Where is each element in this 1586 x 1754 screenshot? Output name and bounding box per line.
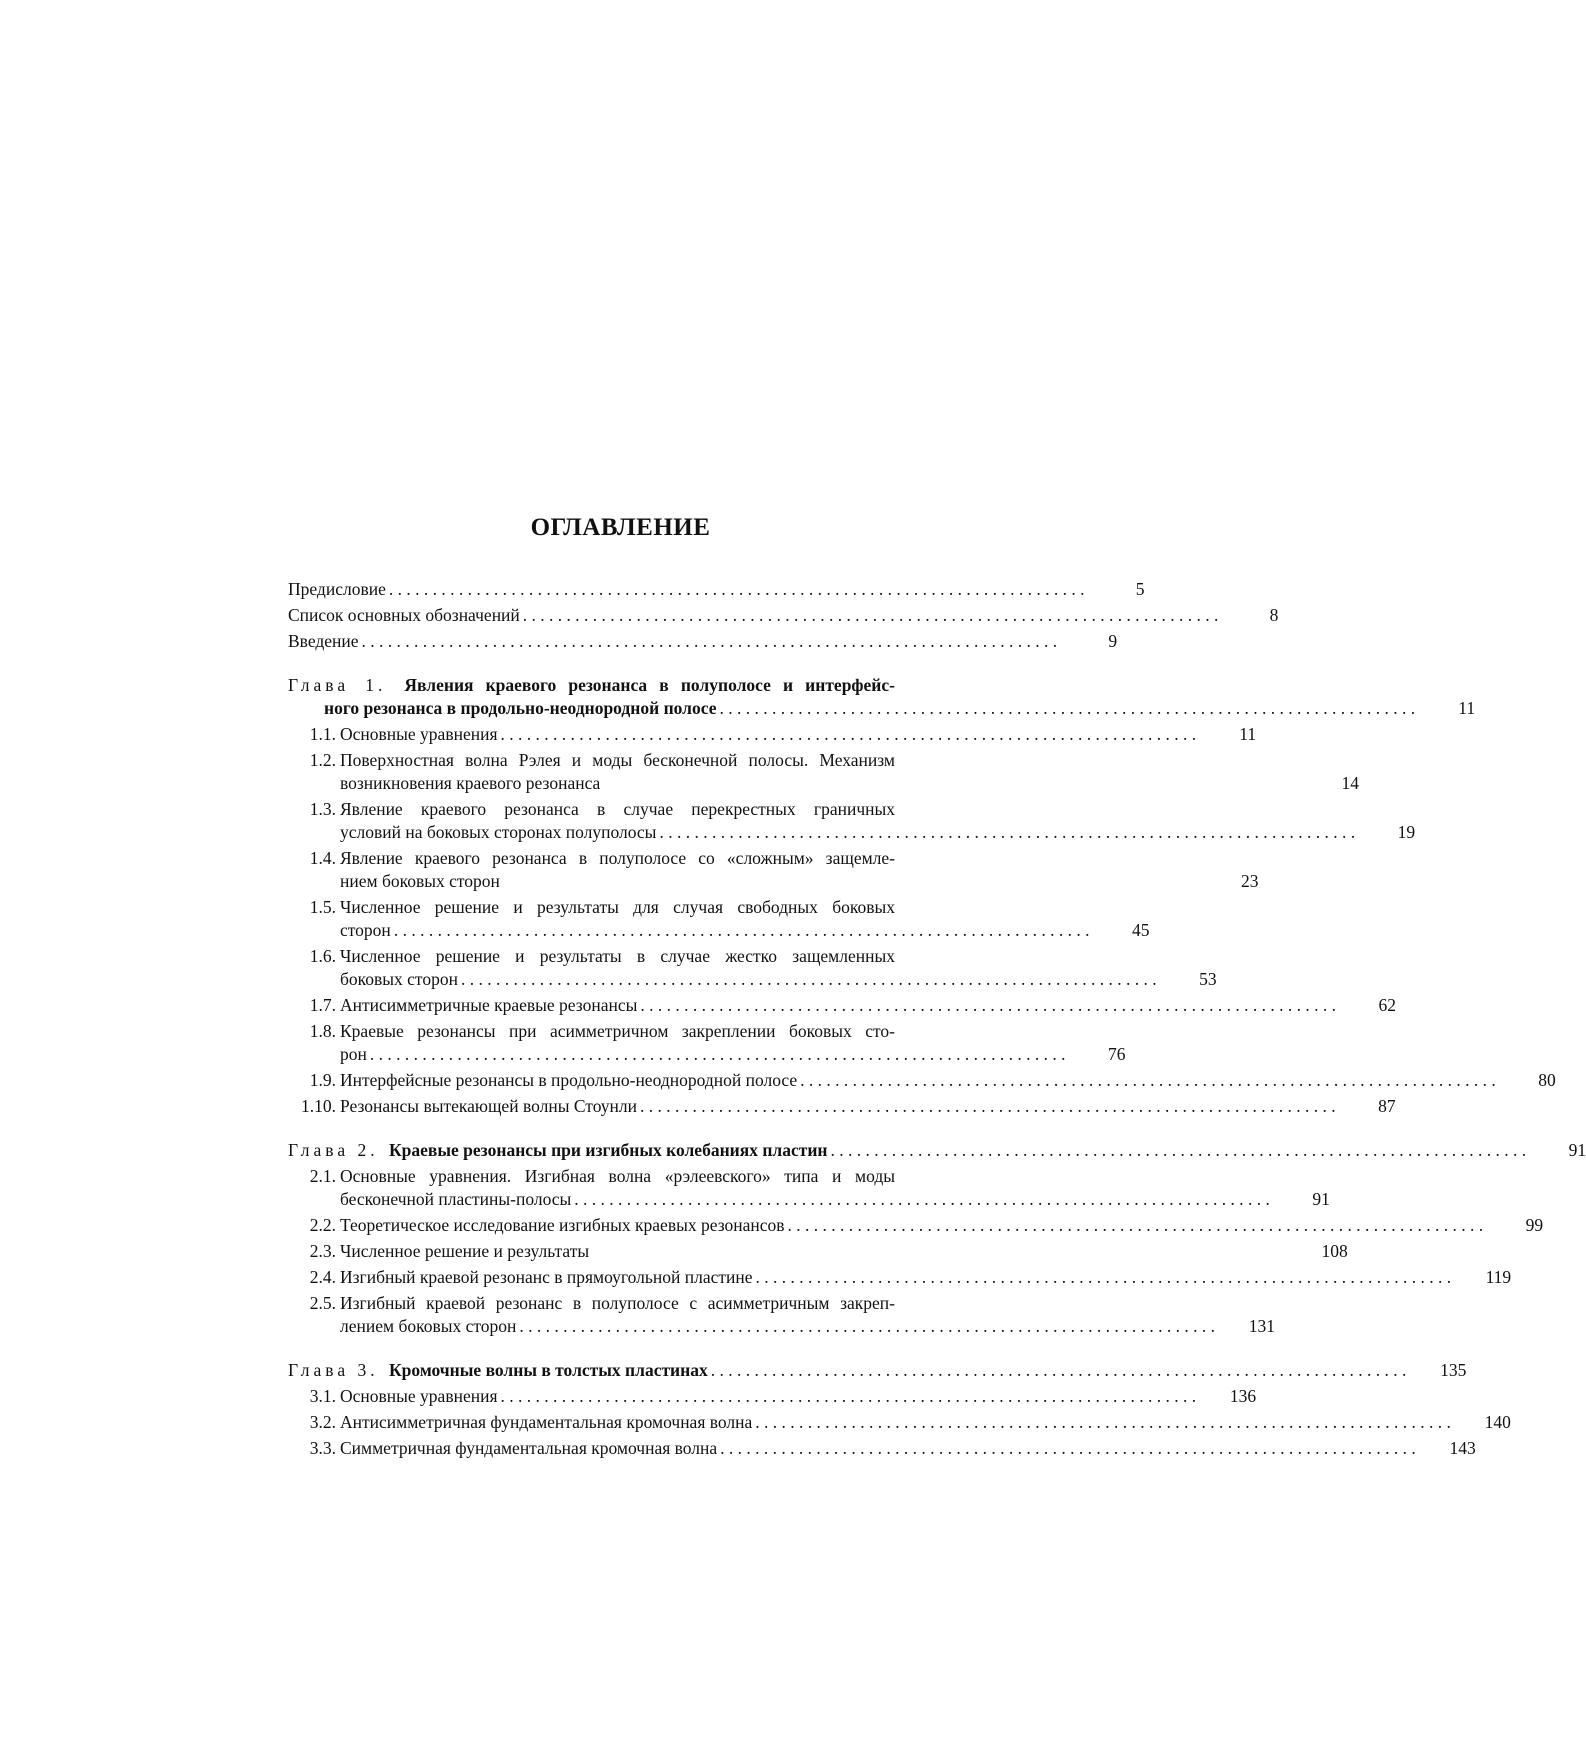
leader-dots [720,697,1416,720]
section-title-line2: возникновения краевого резонанса [340,773,601,793]
page-number: 131 [1248,1316,1276,1336]
page-number: 140 [1484,1412,1511,1432]
leader-dots [501,1385,1197,1408]
leader-dots [788,1214,1484,1237]
toc-section-2-3[interactable] [288,1240,1348,1263]
leader-dots [831,1139,1527,1162]
section-title-line1: Явление краевого резонанса в случае перекрестных граничных [340,799,895,819]
page-number: 53 [1199,969,1217,989]
leader-dots [711,1359,1407,1382]
page-number: 19 [1397,822,1416,842]
toc-section-1-2[interactable] [288,749,1359,795]
chapter-label: Глава 1. [288,675,387,695]
toc-section-1-5[interactable] [288,896,1150,942]
toc-chapter-1[interactable] [288,674,1476,720]
page-number: 87 [1378,1096,1396,1116]
chapter-title: Кромочные волны в толстых пластинах [388,1360,708,1380]
toc-section-2-2[interactable] [288,1214,1544,1237]
section-title-line1: Основные уравнения. Изгибная волна «рэлеевского» типа и моды [340,1166,895,1186]
section-title-line2: бесконечной пластины-полосы [340,1189,572,1209]
leader-dots [389,578,1085,601]
toc-section-1-7[interactable] [288,994,1396,1017]
chapter-title: Краевые резонансы при изгибных колебаниях пластин [388,1140,828,1160]
toc-section-2-4[interactable] [288,1266,1512,1289]
leader-dots [800,1069,1496,1092]
section-title-line1: Численное решение и результаты в случае жестко защемленных [340,946,895,966]
entry-text: Предисловие [288,579,386,599]
section-number: 1.4. [309,848,336,868]
page-number: 62 [1378,995,1396,1015]
page-number: 91 [1568,1140,1586,1160]
section-number: 2.2. [309,1215,336,1235]
page-number: 108 [1321,1241,1348,1261]
section-title-line2: сторон [340,920,391,940]
section-title-line1: Поверхностная волна Рэлея и моды бесконечной полосы. Механизм [340,750,895,770]
section-title-line2: лением боковых сторон [340,1316,517,1336]
leader-dots [755,1411,1451,1434]
leader-dots [461,968,1157,991]
section-title: Численное решение и результаты [340,1241,590,1261]
leader-dots [523,604,1219,627]
entry-text: Введение [288,631,359,651]
toc-entry-notation[interactable] [288,604,1279,627]
section-title: Интерфейсные резонансы в продольно-неоднородной полосе [340,1070,798,1090]
toc-section-2-1[interactable] [288,1165,1330,1211]
page-number: 11 [1239,724,1257,744]
page-number: 99 [1525,1215,1544,1235]
leader-dots [501,723,1197,746]
section-title-line1: Численное решение и результаты для случая свободных боковых [340,897,895,917]
toc-section-1-3[interactable] [288,798,1416,844]
page-number: 119 [1485,1267,1512,1287]
page-number: 9 [1108,631,1118,651]
toc-section-1-4[interactable] [288,847,1259,893]
toc-entry-introduction[interactable] [288,630,1118,653]
section-title: Антисимметричные краевые резонансы [340,995,638,1015]
section-number: 2.4. [309,1267,336,1287]
section-number: 1.3. [309,799,336,819]
section-title-line2: условий на боковых сторонах полуполосы [340,822,657,842]
section-number: 3.3. [309,1438,336,1458]
section-title: Основные уравнения [340,724,498,744]
chapter-title-line1: Явления краевого резонанса в полуполосе и интерфейс- [404,675,895,695]
toc-section-1-6[interactable] [288,945,1217,991]
leader-dots [574,1188,1270,1211]
page-number: 23 [1241,871,1259,891]
section-number: 1.7. [309,995,336,1015]
section-number: 1.10. [301,1096,336,1116]
toc-chapter-3[interactable] [288,1359,1467,1382]
toc-section-2-5[interactable] [288,1292,1276,1338]
page-number: 14 [1341,773,1359,793]
page-number: 80 [1538,1070,1556,1090]
page-number: 91 [1312,1189,1330,1209]
section-title-line2: нием боковых сторон [340,871,500,891]
leader-dots [519,1315,1215,1338]
page-number: 143 [1449,1438,1476,1458]
toc-section-3-2[interactable] [288,1411,1511,1434]
page-number: 5 [1135,579,1145,599]
toc-section-3-1[interactable] [288,1385,1257,1408]
section-title-line1: Изгибный краевой резонанс в полуполосе с асимметричным закреп- [340,1293,895,1313]
section-number: 1.5. [309,897,336,917]
leader-dots [756,1266,1452,1289]
toc-section-1-8[interactable] [288,1020,1126,1066]
section-number: 1.8. [309,1021,336,1041]
toc-section-1-10[interactable] [288,1095,1396,1118]
section-title-line2: рон [340,1044,367,1064]
leader-dots [394,919,1090,942]
section-number: 1.2. [309,750,336,770]
leader-dots [362,630,1058,653]
toc-entry-preface[interactable] [288,578,1145,601]
toc-section-1-9[interactable] [288,1069,1556,1092]
entry-text: Список основных обозначений [288,605,520,625]
section-title: Теоретическое исследование изгибных краевых резонансов [340,1215,785,1235]
leader-dots [370,1043,1066,1066]
section-number: 3.1. [309,1386,336,1406]
section-number: 3.2. [309,1412,336,1432]
toc-section-3-3[interactable] [288,1437,1476,1460]
section-title: Симметричная фундаментальная кромочная волна [340,1438,718,1458]
page-number: 136 [1229,1386,1257,1406]
page-number: 8 [1269,605,1279,625]
chapter-label: Глава 3. [288,1360,379,1380]
section-number: 2.3. [309,1241,336,1261]
page-number: 76 [1108,1044,1126,1064]
section-number: 2.5. [309,1293,336,1313]
section-title: Основные уравнения [340,1386,498,1406]
chapter-title-line2: ного резонанса в продольно-неоднородной полосе [324,698,717,718]
section-title: Изгибный краевой резонанс в прямоугольной пластине [340,1267,753,1287]
toc-chapter-2[interactable] [288,1139,1586,1162]
section-title-line1: Краевые резонансы при асимметричном закреплении боковых сто- [340,1021,895,1041]
leader-dots [640,994,1336,1017]
section-number: 1.6. [309,946,336,966]
leader-dots [640,1095,1336,1118]
table-of-contents [288,578,1586,1463]
page-number: 11 [1458,698,1476,718]
section-title-line2: боковых сторон [340,969,458,989]
leader-dots [659,821,1355,844]
section-number: 1.9. [309,1070,336,1090]
page-number: 45 [1131,920,1150,940]
section-number: 1.1. [309,724,336,744]
page-title: ОГЛАВЛЕНИЕ [530,514,711,541]
section-title: Резонансы вытекающей волны Стоунли [340,1096,637,1116]
section-title: Антисимметричная фундаментальная кромочная волна [340,1412,753,1432]
section-number: 2.1. [309,1166,336,1186]
leader-dots [720,1437,1416,1460]
chapter-label: Глава 2. [288,1140,379,1160]
section-title-line1: Явление краевого резонанса в полуполосе со «сложным» защемле- [340,848,895,868]
toc-section-1-1[interactable] [288,723,1257,746]
page-number: 135 [1440,1360,1467,1380]
